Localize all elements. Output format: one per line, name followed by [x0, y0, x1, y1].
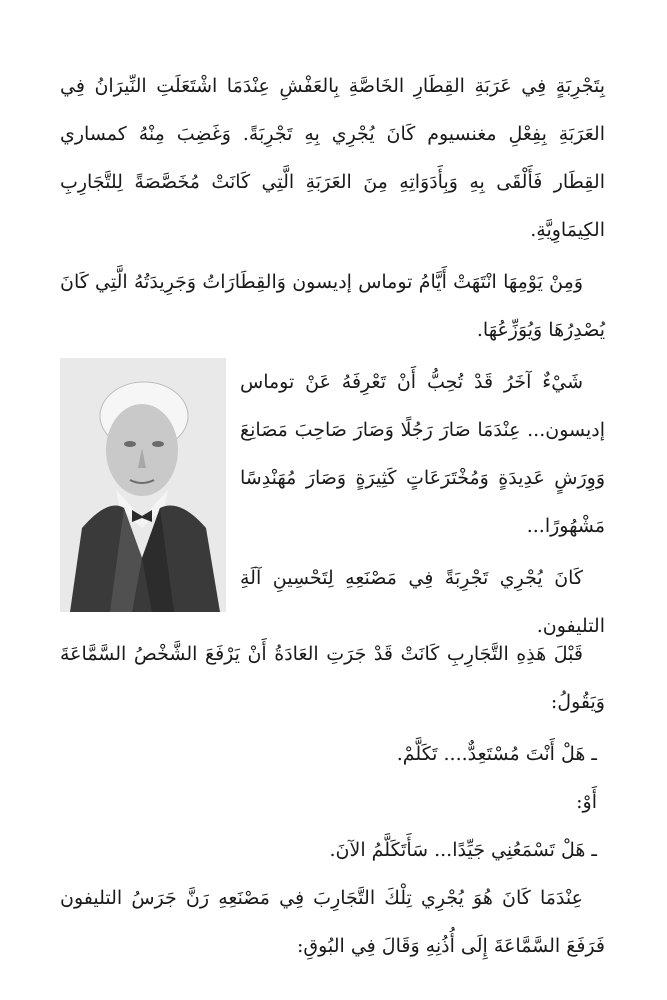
paragraph-edison-engineer: شَيْءٌ آخَرُ قَدْ تُحِبُّ أَنْ تَعْرِفَهُ عَنْ توماس إديسون... عِنْدَمَا صَارَ رَجُلًا وَصَارَ صَاحِبَ مَصَانِعَ وَوِرَشٍ عَدِيدَةٍ وَمُخْتَرَعَاتٍ كَثِيرَةٍ وَصَارَ مُهَنْدِسًا مَشْهُورًا...	[240, 371, 605, 537]
dialog-line-or: أَوْ:	[576, 791, 597, 813]
paragraph-train-fire: بِتَجْرِبَةٍ فِي عَرَبَةِ القِطَارِ الخَاصَّةِ بِالعَفْشِ عِنْدَمَا اشْتَعَلَتِ النِّيرَانُ فِي العَرَبَةِ بِفِعْلِ مغنسيوم كَانَ يُجْرِي بِهِ تَجْرِبَةً. وَغَضِبَ مِنْهُ كمساري القِطَار فَأَلْقَى بِهِ وَبِأَدَوَاتِهِ مِنَ العَرَبَةِ الَّتِي كَانَتْ مُخَصَّصَةً لِلتَّجَارِبِ الكِيمَاوِيَّةِ.	[60, 75, 605, 241]
paragraph-end-of-train-days: وَمِنْ يَوْمِهَا انْتَهَتْ أَيَّامُ توماس إديسون وَالقِطَارَاتُ وَجَرِيدَتُهُ الَّتِي كَانَ يُصْدِرُهَا وَيُوَزِّعُهَا.	[60, 271, 605, 341]
figure-block	[60, 358, 605, 637]
paragraph-phone-rang: عِنْدَمَا كَانَ هُوَ يُجْرِي تِلْكَ التَّجَارِبَ فِي مَصْنَعِهِ رَنَّ جَرَسُ التليفون فَرَفَعَ السَّمَّاعَةَ إِلَى أُذُنِهِ وَقَالَ فِي البُوقِ:	[60, 887, 605, 957]
edison-portrait	[60, 358, 226, 612]
paragraph-phone-habit: قَبْلَ هَذِهِ التَّجَارِبِ كَانَتْ قَدْ جَرَتِ العَادَةُ أَنْ يَرْفَعَ الشَّخْصُ السَّمَّاعَةَ وَيَقُولُ:	[60, 643, 605, 713]
paragraph-telephone-experiment: كَانَ يُجْرِي تَجْرِبَةً فِي مَصْنَعِهِ لِتَحْسِينِ آلَةِ التليفون.	[240, 567, 605, 637]
dialog-line-hear-me: ـ هَلْ تَسْمَعُنِي جَيِّدًا... سَأَتَكَلَّمُ الآنَ.	[329, 839, 597, 861]
dialog-line-ready: ـ هَلْ أَنْتَ مُسْتَعِدٌّ.... تَكَلَّمْ.	[396, 743, 597, 765]
figure-side-text	[240, 358, 605, 654]
